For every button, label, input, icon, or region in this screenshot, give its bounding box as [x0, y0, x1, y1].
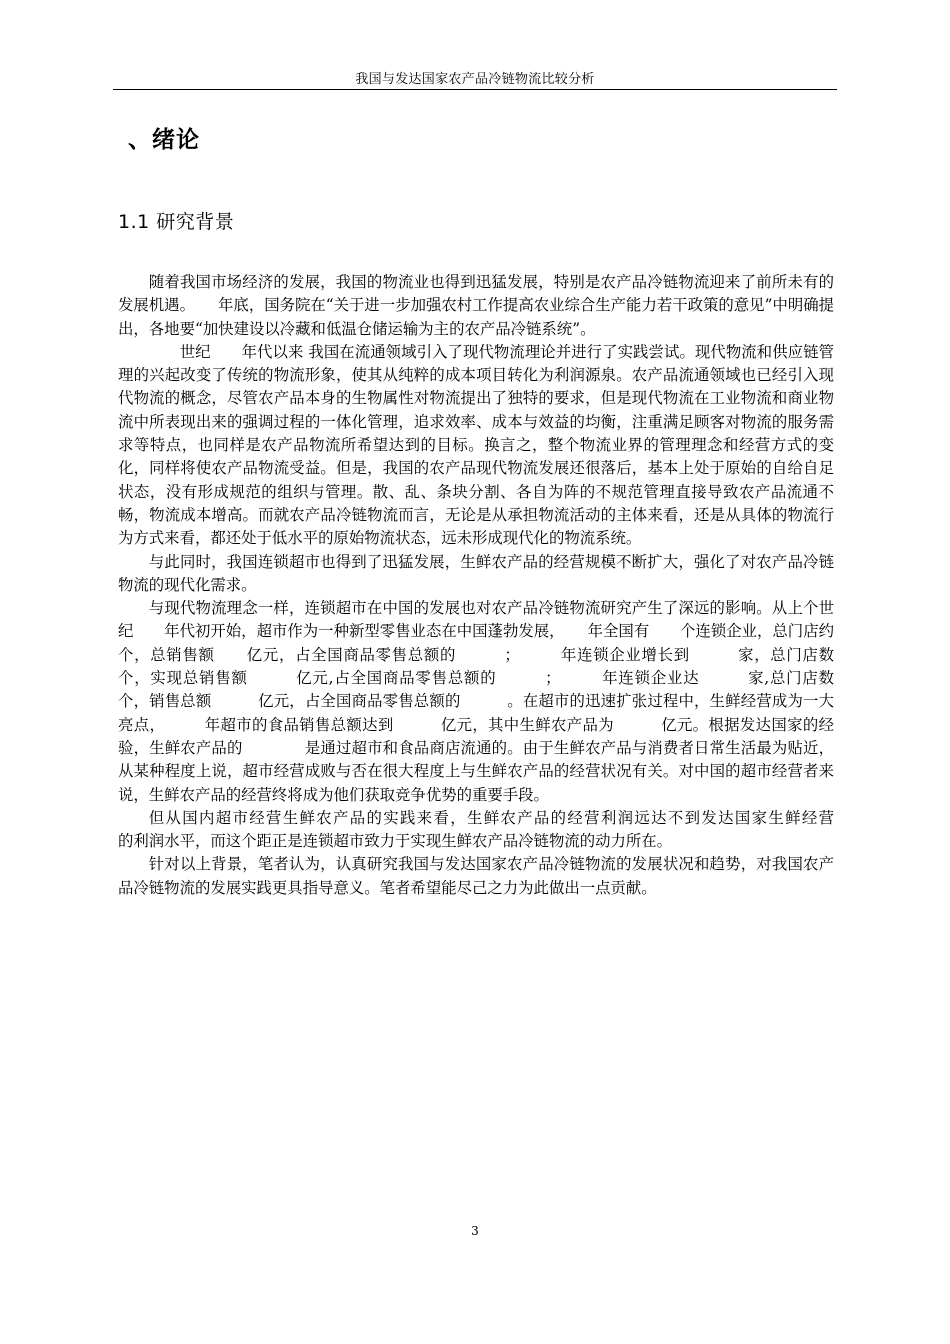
body-text	[118, 271, 896, 900]
paragraph-1: 随着我国市场经济的发展，我国的物流业也得到迅猛发展，特别是农产品冷链物流迎来了前所未有的发展机遇。 年底，国务院在“关于进一步加强农村工作提高农业综合生产能力若干政策的意见”中明确提出，各地要“加快建设以冷藏和低温仓储运输为主的农产品冷链系统”。	[118, 273, 835, 338]
paragraph-2: 世纪 年代以来 我国在流通领域引入了现代物流理论并进行了实践尝试。现代物流和供应链管理的兴起改变了传统的物流形象，使其从纯粹的成本项目转化为利润源泉。农产品流通领域也已经引入现代物流的概念，尽管农产品本身的生物属性对物流提出了独特的要求，但是现代物流在工业物流和商业物流中所表现出来的强调过程的一体化管理，追求效率、成本与效益的均衡，注重满足顾客对物流的服务需求等特点，也同样是农产品物流所希望达到的目标。换言之，整个物流业界的管理理念和经营方式的变化，同样将使农产品物流受益。但是，我国的农产品现代物流发展还很落后，基本上处于原始的自给自足状态，没有形成规范的组织与管理。散、乱、条块分割、各自为阵的不规范管理直接导致农产品流通不畅，物流成本增高。而就农产品冷链物流而言，无论是从承担物流活动的主体来看，还是从具体的物流行为方式来看，都还处于低水平的原始物流状态，远未形成现代化的物流系统。	[118, 342, 834, 548]
paragraph-4: 与现代物流理念一样，连锁超市在中国的发展也对农产品冷链物流研究产生了深远的影响。从上个世纪 年代初开始，超市作为一种新型零售业态在中国蓬勃发展， 年全国有 个连锁企业，总门店约 个，总销售额 亿元，占全国商品零售总额的 ； 年连锁企业增长到 家，总门店数 个，实现总销售额 亿元,占全国商品零售总额的 ； 年连锁企业达 家,总门店数 个，销售总额 亿元，占全国商品零售总额的 。在超市的迅速扩张过程中，生鲜经营成为一大亮点， 年超市的食品销售总额达到 亿元，其中生鲜农产品为 亿元。根据发达国家的经验，生鲜农产品的 是通过超市和食品商店流通的。由于生鲜农产品与消费者日常生活最为贴近，从某种程度上说，超市经营成败与否在很大程度上与生鲜农产品的经营状况有关。对中国的超市经营者来说，生鲜农产品的经营终将成为他们获取竞争优势的重要手段。	[118, 599, 881, 804]
running-header: 我国与发达国家农产品冷链物流比较分析	[355, 72, 595, 87]
page-number: 3	[471, 1224, 479, 1238]
paragraph-3: 与此同时，我国连锁超市也得到了迅猛发展，生鲜农产品的经营规模不断扩大，强化了对农产品冷链物流的现代化需求。	[118, 552, 834, 594]
paragraph-5: 但从国内超市经营生鲜农产品的实践来看，生鲜农产品的经营利润远达不到发达国家生鲜经营 的利润水平，而这个距正是连锁超市致力于实现生鲜农产品冷链物流的动力所在。	[118, 808, 896, 851]
chapter-title: 、绪论	[128, 127, 200, 153]
section-title: 1.1 研究背景	[118, 211, 235, 233]
paragraph-6: 针对以上背景，笔者认为，认真研究我国与发达国家农产品冷链物流的发展状况和趋势，对我国农产品冷链物流的发展实践更具指导意义。笔者希望能尽己之力为此做出一点贡献。	[118, 855, 834, 897]
header-divider	[113, 89, 837, 90]
